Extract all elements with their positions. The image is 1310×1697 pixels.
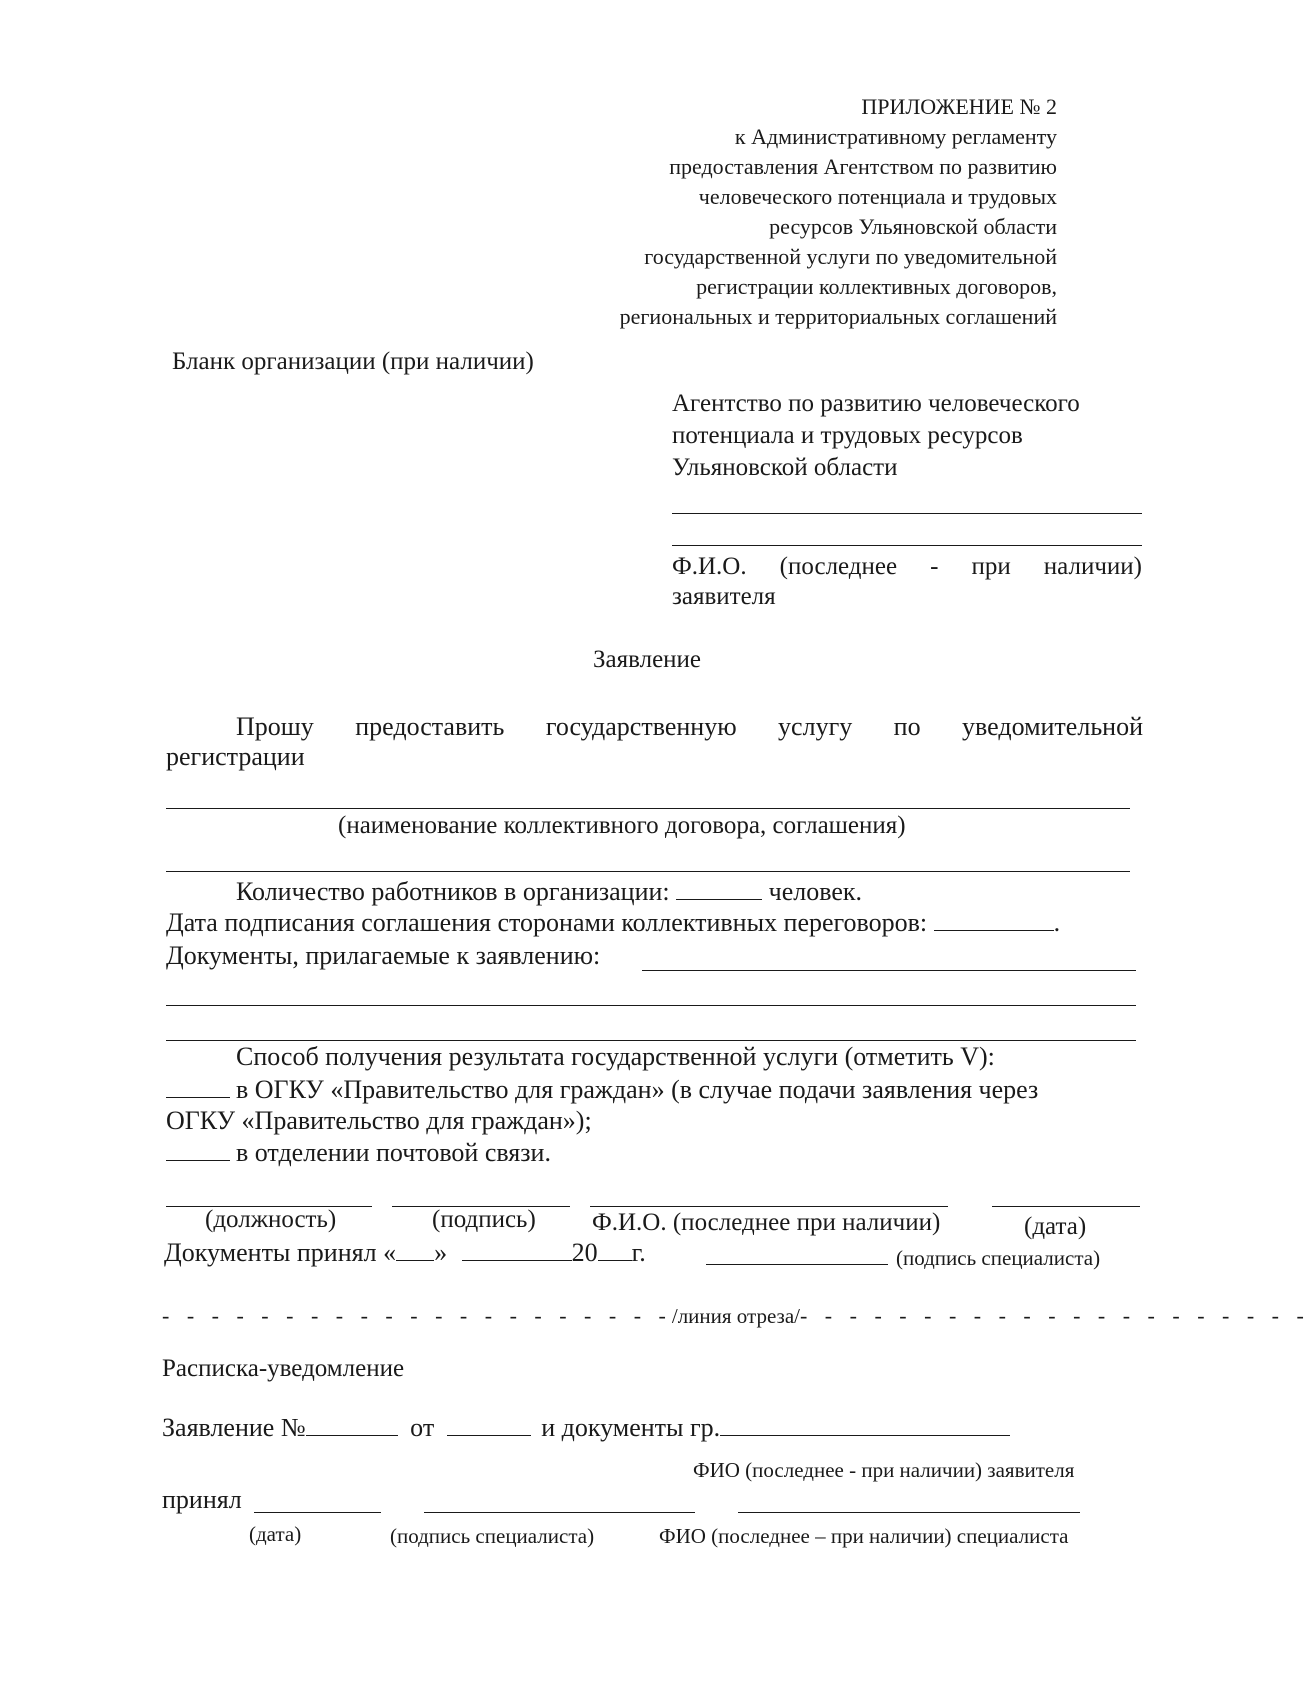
applicant-line-2[interactable] <box>672 545 1142 546</box>
agreement-name-line[interactable] <box>166 808 1130 809</box>
specialist-signature-caption: (подпись специалиста) <box>896 1246 1101 1270</box>
receipt-fio-caption: ФИО (последнее – при наличии) специалиста <box>659 1524 1069 1548</box>
date-line[interactable] <box>992 1206 1140 1207</box>
attached-docs-line-1[interactable] <box>642 970 1136 971</box>
agreement-name-line-2[interactable] <box>166 871 1130 872</box>
cut-line-label: /линия отреза/ <box>671 1303 800 1328</box>
delivery-ogku-mark-field[interactable] <box>166 1075 230 1098</box>
applicant-fio-caption <box>672 553 1142 581</box>
date-caption: (дата) <box>1024 1213 1087 1240</box>
attached-docs-label: Документы, прилагаемые к заявлению: <box>166 941 601 970</box>
header-line: ресурсов Ульяновской области <box>769 214 1057 239</box>
accepted-row <box>164 1238 646 1268</box>
cut-dashes-right: - - - - - - - - - - - - - - - - - - - - - <box>799 1303 1310 1328</box>
document-title: Заявление <box>593 646 702 673</box>
fio-caption: Ф.И.О. (последнее при наличии) <box>592 1209 941 1236</box>
header-line: предоставления Агентством по развитию <box>669 154 1057 179</box>
agreement-name-caption: (наименование коллективного договора, соглашения) <box>338 812 906 839</box>
applicant-line-1[interactable] <box>672 513 1142 514</box>
delivery-option-ogku <box>166 1075 1038 1105</box>
delivery-heading: Способ получения результата государственной услуги (отметить V): <box>236 1042 995 1071</box>
signature-caption: (подпись) <box>432 1206 536 1233</box>
appendix-header <box>620 92 1057 332</box>
delivery-option-ogku-text-1: в ОГКУ «Правительство для граждан» (в случае подачи заявления через <box>236 1075 1039 1104</box>
receipt-date-line[interactable] <box>254 1512 381 1513</box>
addressee-line-1: Агентство по развитию человеческого <box>672 390 1080 417</box>
receipt-date-input[interactable] <box>447 1415 531 1436</box>
receipt-from-word: от <box>410 1413 435 1442</box>
receipt-statement-row <box>162 1413 1010 1443</box>
workers-count-input[interactable] <box>676 879 762 900</box>
workers-count-suffix: человек. <box>768 877 863 906</box>
accepted-year-input[interactable] <box>598 1240 632 1261</box>
header-line: человеческого потенциала и трудовых <box>698 184 1057 209</box>
attached-docs-line-2[interactable] <box>166 1005 1136 1006</box>
header-line: государственной услуги по уведомительной <box>644 244 1057 269</box>
delivery-option-post <box>166 1138 551 1168</box>
cut-line <box>162 1303 1310 1329</box>
delivery-post-mark-field[interactable] <box>166 1138 230 1161</box>
receipt-applicant-caption: ФИО (последнее - при наличии) заявителя <box>693 1458 1075 1482</box>
header-line: региональных и территориальных соглашений <box>619 304 1057 329</box>
workers-count-row <box>236 877 862 907</box>
accepted-day-input[interactable] <box>396 1240 434 1261</box>
receipt-signature-line[interactable] <box>424 1512 695 1513</box>
receipt-fio-line[interactable] <box>738 1512 1080 1513</box>
delivery-option-post-text: в отделении почтовой связи. <box>236 1138 551 1167</box>
header-line: регистрации коллективных договоров, <box>696 274 1057 299</box>
org-blank-label: Бланк организации (при наличии) <box>172 348 534 375</box>
addressee-line-2: потенциала и трудовых ресурсов <box>672 422 1023 449</box>
attached-docs-line-3[interactable] <box>166 1040 1136 1041</box>
accepted-prefix: Документы принял « <box>164 1238 397 1267</box>
request-line-1: Прошу предоставить государственную услугу по уведомительной <box>236 712 1143 741</box>
request-line-2: регистрации <box>166 742 305 771</box>
receipt-date-caption: (дата) <box>249 1522 302 1546</box>
cut-dashes-left: - - - - - - - - - - - - - - - - - - - - - <box>162 1303 672 1328</box>
sign-date-input[interactable] <box>934 910 1054 931</box>
header-line: ПРИЛОЖЕНИЕ № 2 <box>861 94 1057 119</box>
attached-docs-row <box>166 941 600 971</box>
position-caption: (должность) <box>205 1206 337 1233</box>
workers-count-label: Количество работников в организации: <box>236 877 670 906</box>
applicant-fio-caption-line-2: заявителя <box>672 583 776 610</box>
receipt-statement-prefix: Заявление № <box>162 1413 306 1442</box>
specialist-signature-line[interactable] <box>706 1264 888 1265</box>
accepted-year-suffix: г. <box>631 1238 646 1267</box>
sign-date-label: Дата подписания соглашения сторонами коллективных переговоров: <box>166 908 928 937</box>
receipt-number-input[interactable] <box>306 1415 398 1436</box>
accepted-month-input[interactable] <box>462 1240 572 1261</box>
delivery-option-ogku-text-2: ОГКУ «Правительство для граждан»); <box>166 1106 592 1135</box>
sign-date-end: . <box>1053 908 1061 937</box>
accepted-quote-close: » <box>434 1238 448 1267</box>
receipt-signature-caption: (подпись специалиста) <box>390 1524 595 1548</box>
sign-date-row <box>166 908 1060 938</box>
receipt-docs-word: и документы гр. <box>541 1413 721 1442</box>
applicant-fio-caption-line-1: Ф.И.О. (последнее - при наличии) <box>672 553 1142 580</box>
header-line: к Административному регламенту <box>734 124 1057 149</box>
addressee-line-3: Ульяновской области <box>672 454 898 481</box>
fio-line[interactable] <box>590 1206 948 1207</box>
accepted-year-prefix: 20 <box>571 1238 598 1267</box>
request-text <box>236 712 1143 742</box>
receipt-title: Расписка-уведомление <box>162 1355 405 1382</box>
receipt-applicant-input[interactable] <box>720 1415 1010 1436</box>
receipt-accepted-word: принял <box>162 1485 242 1514</box>
